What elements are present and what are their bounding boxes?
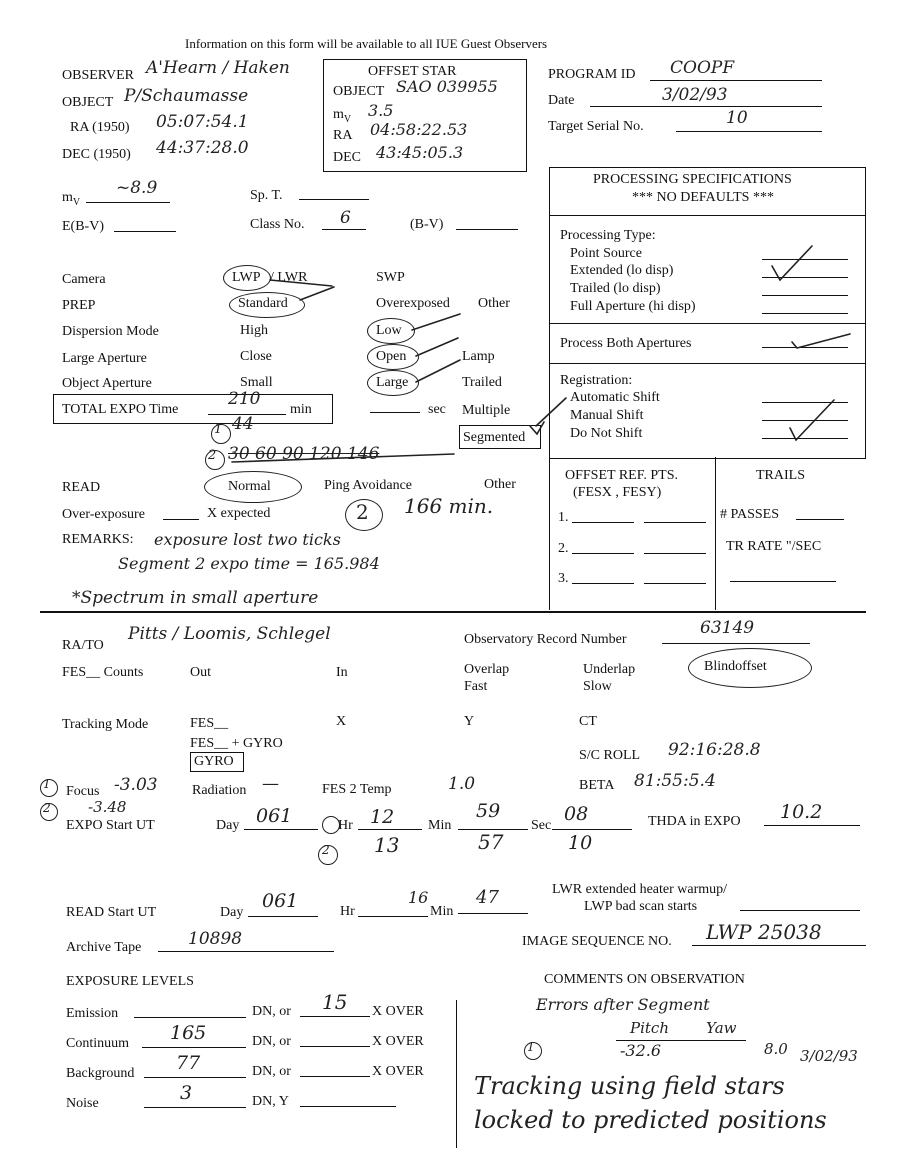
slow-label: Slow (583, 679, 612, 694)
seg2-value: 30 60 90 120 146 (228, 444, 380, 464)
read-day-label: Day (220, 905, 244, 920)
observer-value: A'Hearn / Haken (146, 58, 290, 78)
offset-ra-label: RA (333, 128, 353, 143)
multiple-label: Multiple (462, 403, 511, 418)
spt-label: Sp. T. (250, 188, 283, 203)
focus1-number: 1 (43, 777, 51, 791)
fes-temp-label: FES 2 Temp (322, 782, 392, 797)
prep-label: PREP (62, 298, 96, 313)
ra-label: RA (1950) (70, 120, 130, 135)
offset-ref-subtitle: (FESX , FESY) (573, 485, 662, 500)
offset-mv-label: $m_V$ (333, 107, 352, 125)
comments-title: COMMENTS ON OBSERVATION (544, 972, 745, 987)
min-label: Min (428, 818, 452, 833)
prep-standard: Standard (238, 296, 288, 311)
focus2-value: -3.48 (88, 798, 127, 816)
total-expo-min: min (290, 402, 312, 417)
noise-label: Noise (66, 1096, 99, 1111)
background-value: 77 (176, 1052, 201, 1074)
comments-yaw: Yaw (706, 1019, 737, 1037)
offset-ref-title: OFFSET REF. PTS. (565, 468, 678, 483)
offset-dec-value: 43:45:05.3 (376, 143, 464, 162)
comments-line3: locked to predicted positions (474, 1106, 827, 1134)
comments-num: 1 (527, 1040, 535, 1054)
arrow-segmented (536, 398, 566, 426)
program-value: COOPF (670, 58, 735, 78)
registration-auto: Automatic Shift (570, 390, 660, 405)
tracking-fes-gyro: FES__ + GYRO (190, 736, 283, 751)
seg1-number: 1 (214, 422, 223, 437)
read-min-label: Min (430, 904, 454, 919)
offset-object-label: OBJECT (333, 84, 385, 99)
object-large: Large (376, 375, 409, 390)
mark-lwp (270, 280, 332, 286)
thda-value: 10.2 (780, 801, 823, 823)
sec2-value: 10 (568, 832, 593, 854)
comments-line2: Tracking using field stars (474, 1072, 785, 1100)
dispersion-low: Low (376, 323, 402, 338)
passes-label: # PASSES (720, 507, 780, 522)
continuum-dn-or: DN, or (252, 1034, 291, 1049)
day-value: 061 (256, 805, 293, 827)
date-label: Date (548, 93, 575, 108)
tracking-y: Y (464, 714, 475, 729)
lwp-bad-label: LWP bad scan starts (584, 899, 698, 914)
object-value: P/Schaumasse (124, 86, 249, 106)
ping-value: 166 min. (404, 494, 494, 518)
overlap-label: Overlap (464, 662, 510, 677)
trails-title: TRAILS (756, 468, 805, 483)
processing-title: PROCESSING SPECIFICATIONS (593, 172, 792, 187)
background-label: Background (66, 1066, 135, 1081)
camera-swp: SWP (376, 270, 405, 285)
noise-dn-y: DN, Y (252, 1094, 289, 1109)
beta-value: 81:55:5.4 (634, 771, 716, 791)
remark-line1: exposure lost two ticks (154, 530, 341, 549)
hr2-value: 13 (374, 833, 400, 857)
registration-none: Do Not Shift (570, 426, 643, 441)
fes-in: In (336, 665, 348, 680)
ebv-label: E(B-V) (62, 219, 104, 234)
comments-line1: Errors after Segment (536, 995, 710, 1014)
date-value: 3/02/93 (662, 85, 728, 105)
focus2-number: 2 (43, 801, 51, 815)
fes-counts-label: FES__ Counts (62, 665, 144, 680)
dec-value: 44:37:28.0 (156, 138, 249, 158)
read-min-value: 47 (476, 887, 499, 908)
mark-open (416, 338, 458, 356)
large-aperture-label: Large Aperture (62, 351, 147, 366)
emission-x-over: X OVER (372, 1004, 424, 1019)
observer-label: OBSERVER (62, 68, 135, 83)
processing-type-full: Full Aperture (hi disp) (570, 299, 696, 314)
lwr-heater-label: LWR extended heater warmup/ (552, 882, 728, 897)
read-hr-label: Hr (340, 904, 355, 919)
strike-seg2 (232, 454, 454, 462)
min1-value: 59 (476, 800, 501, 822)
background-dn-or: DN, or (252, 1064, 291, 1079)
mark-standard (300, 287, 334, 300)
day-label: Day (216, 818, 240, 833)
blindoffset-label: Blindoffset (704, 659, 767, 674)
tr-rate-label: TR RATE "/SEC (726, 539, 822, 554)
serial-label: Target Serial No. (548, 119, 644, 134)
comments-pitch-value: -32.6 (620, 1041, 662, 1060)
roll-label: S/C ROLL (579, 748, 641, 763)
continuum-label: Continuum (66, 1036, 130, 1051)
overexposure-label: Over-exposure (62, 507, 145, 522)
processing-type-label: Processing Type: (560, 228, 656, 243)
offset-mv-value: 3.5 (368, 101, 394, 120)
object-small: Small (240, 375, 273, 390)
mv-value: ~8.9 (116, 178, 158, 198)
focus-label: Focus (66, 784, 100, 799)
check-no-shift (790, 400, 834, 440)
processing-type-point: Point Source (570, 246, 642, 261)
arrow-segmented-head (530, 422, 544, 434)
form-header: Information on this form will be available to all IUE Guest Observers (185, 36, 548, 51)
sec1-value: 08 (564, 803, 589, 825)
tracking-x: X (336, 714, 347, 729)
fes-out: Out (190, 665, 211, 680)
hr2-number: 2 (322, 843, 330, 857)
underlap-label: Underlap (583, 662, 636, 677)
hr-label: Hr (338, 818, 353, 833)
x-expected-label: X expected (207, 506, 271, 521)
emission-dn-or: DN, or (252, 1004, 291, 1019)
large-open: Open (376, 349, 407, 364)
fes-temp-value: 1.0 (448, 774, 476, 794)
remark-line3: *Spectrum in small aperture (72, 588, 319, 608)
comments-yaw-value: 8.0 (764, 1040, 788, 1058)
dec-label: DEC (1950) (62, 147, 131, 162)
noise-value: 3 (180, 1082, 193, 1104)
read-start-label: READ Start UT (66, 905, 157, 920)
read-label: READ (62, 480, 101, 495)
radiation-value: — (262, 774, 279, 794)
archive-value: 10898 (188, 929, 243, 949)
mark-low (412, 314, 460, 330)
offset-ref-row1: 1. (558, 510, 569, 525)
remarks-label: REMARKS: (62, 532, 134, 547)
sec-label: Sec (531, 818, 552, 833)
comments-date-note: 3/02/93 (800, 1047, 858, 1065)
focus1-value: -3.03 (114, 775, 158, 795)
offset-object-value: SAO 039955 (396, 77, 498, 96)
rato-label: RA/TO (62, 638, 104, 653)
object-aperture-label: Object Aperture (62, 376, 152, 391)
rato-value: Pitts / Loomis, Schlegel (128, 624, 331, 644)
total-expo-value: 210 (228, 389, 261, 409)
exposure-levels-title: EXPOSURE LEVELS (66, 974, 194, 989)
class-label: Class No. (250, 217, 305, 232)
seg2-number: 2 (208, 448, 217, 463)
tracking-gyro: GYRO (194, 754, 234, 769)
total-expo-sec: sec (428, 402, 446, 417)
offset-star-title: OFFSET STAR (368, 64, 457, 79)
beta-label: BETA (579, 778, 615, 793)
emission-label: Emission (66, 1006, 119, 1021)
dispersion-high: High (240, 323, 268, 338)
total-expo-label: TOTAL EXPO Time (62, 402, 179, 417)
prep-other: Other (478, 296, 510, 311)
obs-record-value: 63149 (700, 618, 755, 638)
thda-label: THDA in EXPO (648, 814, 741, 829)
segmented-label: Segmented (463, 430, 526, 445)
tracking-fes: FES__ (190, 716, 229, 731)
tracking-ct: CT (579, 714, 597, 729)
ra-value: 05:07:54.1 (156, 112, 249, 132)
continuum-x-over: X OVER (372, 1034, 424, 1049)
processing-subtitle: *** NO DEFAULTS *** (632, 190, 774, 205)
registration-label: Registration: (560, 373, 633, 388)
ping-number: 2 (356, 500, 369, 524)
mv-label: $m_V$ (62, 190, 81, 208)
background-x-over: X OVER (372, 1064, 424, 1079)
offset-ra-value: 04:58:22.53 (370, 120, 468, 139)
comments-pitch: Pitch (630, 1019, 669, 1037)
remark-line2: Segment 2 expo time = 165.984 (118, 554, 380, 573)
offset-ref-row2: 2. (558, 541, 569, 556)
emission-over-value: 15 (322, 990, 348, 1014)
read-other: Other (484, 477, 516, 492)
dispersion-label: Dispersion Mode (62, 324, 159, 339)
min2-value: 57 (478, 830, 504, 854)
image-seq-value: LWP 25038 (706, 920, 822, 944)
prep-overexposed: Overexposed (376, 296, 450, 311)
class-value: 6 (340, 208, 351, 228)
offset-ref-row3: 3. (558, 571, 569, 586)
read-hr-value: 16 (408, 888, 429, 907)
continuum-value: 165 (170, 1022, 207, 1044)
read-ping: Ping Avoidance (324, 478, 413, 493)
offset-dec-label: DEC (333, 150, 361, 165)
camera-lwr: / LWR (270, 270, 308, 285)
expo-start-label: EXPO Start UT (66, 818, 155, 833)
fast-label: Fast (464, 679, 488, 694)
roll-value: 92:16:28.8 (668, 740, 761, 760)
seg1-value: 44 (232, 414, 254, 434)
serial-value: 10 (726, 108, 748, 128)
read-normal: Normal (228, 479, 271, 494)
processing-type-trailed: Trailed (lo disp) (570, 281, 661, 296)
camera-label: Camera (62, 272, 106, 287)
bv-label: (B-V) (410, 217, 444, 232)
image-seq-label: IMAGE SEQUENCE NO. (522, 934, 672, 949)
object-label: OBJECT (62, 95, 114, 110)
read-day-value: 061 (262, 890, 299, 912)
check-extended (772, 246, 812, 280)
check-both (792, 334, 850, 348)
large-close: Close (240, 349, 272, 364)
process-both-label: Process Both Apertures (560, 336, 692, 351)
hr1-value: 12 (370, 806, 395, 828)
radiation-label: Radiation (192, 783, 247, 798)
obs-record-label: Observatory Record Number (464, 632, 627, 647)
object-trailed: Trailed (462, 375, 502, 390)
large-lamp: Lamp (462, 349, 495, 364)
processing-type-extended: Extended (lo disp) (570, 263, 674, 278)
registration-manual: Manual Shift (570, 408, 644, 423)
mark-large (416, 360, 460, 382)
camera-lwp: LWP (232, 270, 261, 285)
program-label: PROGRAM ID (548, 67, 636, 82)
tracking-mode-label: Tracking Mode (62, 717, 149, 732)
archive-label: Archive Tape (66, 940, 142, 955)
